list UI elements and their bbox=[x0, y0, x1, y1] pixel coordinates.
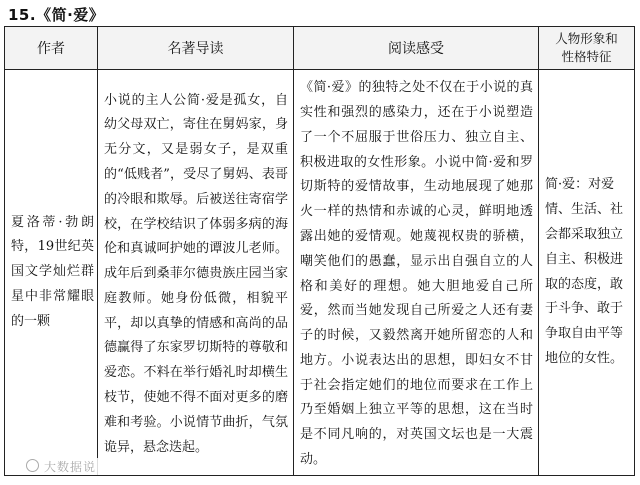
table-row bbox=[5, 70, 635, 476]
guide-cell bbox=[98, 70, 294, 476]
header-review: 阅读感受 bbox=[294, 27, 539, 70]
trait-cell bbox=[539, 70, 635, 476]
trait-text: 简·爱：对爱情、生活、社会都采取独立自主、积极进取的态度，敢于斗争、敢于争取自由平等地位的女性。 bbox=[545, 177, 624, 366]
weibo-logo-icon bbox=[26, 459, 39, 472]
guide-text: 小说的主人公简·爱是孤女，自幼父母双亡，寄住在舅妈家，身无分文，又是弱女子，是双重的“低贱者”，受尽了舅妈、表哥的冷眼和欺辱。后被送往寄宿学校，在学校结识了体弱多病的海伦和真诚呵护她的谭波儿老师。成年后到桑菲尔德贵族庄园当家庭教师。她身份低微，相貌平平，却以真挚的情感和高尚的品德赢得了东家罗切斯特的尊敬和爱恋。不料在举行婚礼时却横生枝节，使她不得不面对更多的磨难和考验。小说情节曲折，气氛诡异，悬念迭起。 bbox=[104, 92, 288, 455]
book-summary-table bbox=[4, 26, 635, 476]
author-text: 夏洛蒂·勃朗特，19世纪英国文学灿烂群星中非常耀眼的一颗 bbox=[11, 214, 94, 329]
watermark bbox=[42, 458, 98, 475]
header-traits-line-2: 性格特征 bbox=[561, 49, 612, 64]
table-header-row bbox=[5, 27, 635, 70]
header-traits-line-1: 人物形象和 bbox=[555, 31, 618, 46]
author-cell bbox=[5, 70, 98, 476]
header-author: 作者 bbox=[5, 27, 98, 70]
section-heading: 15.《简·爱》 bbox=[8, 6, 105, 24]
header-guide: 名著导读 bbox=[98, 27, 294, 70]
header-character-traits bbox=[539, 27, 635, 70]
review-cell bbox=[294, 70, 539, 476]
watermark-text: 大数据说 bbox=[44, 460, 97, 474]
review-text: 《简·爱》的独特之处不仅在于小说的真实性和强烈的感染力，还在于小说塑造了一个不屈服于世俗压力、独立自主、积极进取的女性形象。小说中简·爱和罗切斯特的爱情故事，生动地展现了她那火一样的热情和赤诚的心灵，鲜明地透露出她的爱情观。她蔑视权贵的骄横，嘲笑他们的愚蠢，显示出自强自立的人格和美好的理想。她大胆地爱自己所爱，然而当她发现自己所爱之人还有妻子的时候，又毅然离开她所留恋的人和地方。小说表达出的思想，即妇女不甘于社会指定她们的地位而要求在工作上乃至婚姻上独立平等的思想，这在当时是不同凡响的，对英国文坛也是一大震动。 bbox=[300, 80, 533, 468]
